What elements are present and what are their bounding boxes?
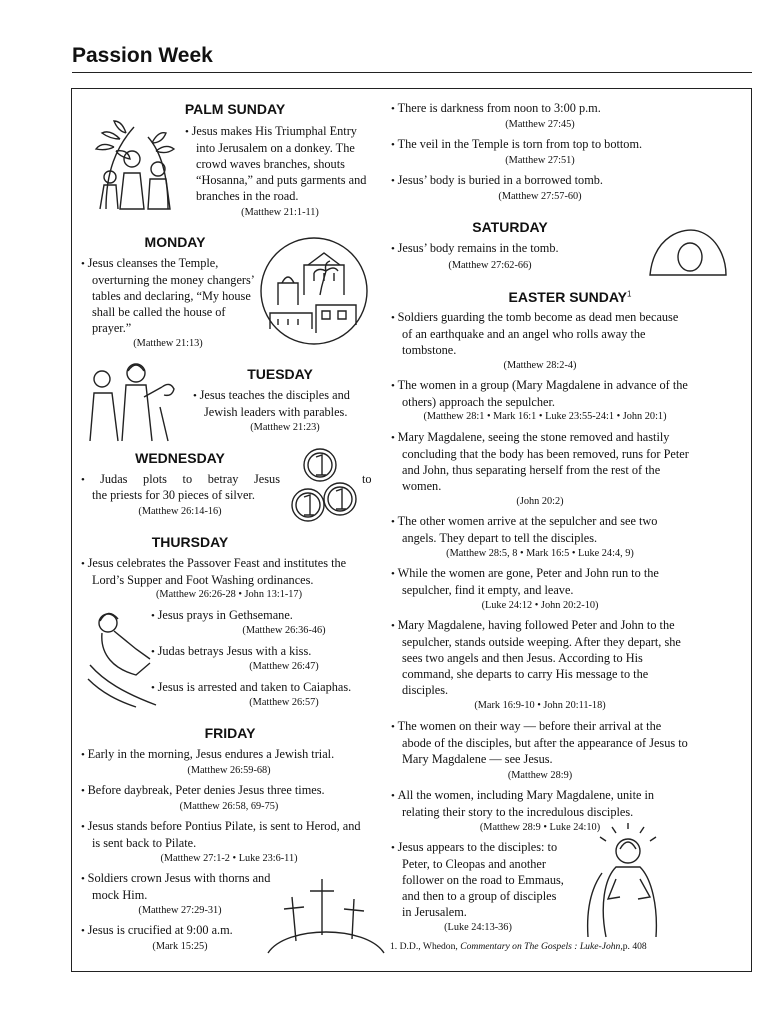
easter-item: • Mary Magdalene, having followed Peter and John to the sepulcher, stands outside weeping. After they depart, she sees two angels and then Jesus. According to His command, she departs to carry His message to the disciples. <box>390 617 690 698</box>
content-frame <box>71 88 752 972</box>
palm-sunday-crowd-illustration <box>86 117 186 213</box>
easter-ref: (John 20:2) <box>516 496 564 507</box>
friday-ref: (Matthew 27:1-2 • Luke 23:6-11) <box>160 853 298 864</box>
easter-ref: (Matthew 28:9) <box>507 770 573 781</box>
gethsemane-prayer-illustration <box>84 603 160 707</box>
monday-item: • Jesus cleanses the Temple, overturning the money changers’ tables and declaring, “My house shall be called the house of prayer.” <box>80 255 256 336</box>
easter-sunday-heading <box>450 289 690 305</box>
easter-sunday-heading-text: EASTER SUNDAY <box>508 289 628 305</box>
footnote-mark: 1 <box>627 289 632 299</box>
monday-ref: (Matthew 21:13) <box>133 338 203 349</box>
footnote <box>390 941 740 953</box>
friday-ref: (Matthew 26:58, 69-75) <box>179 801 279 812</box>
easter-ref: (Luke 24:13-36) <box>444 922 512 933</box>
footnote-page: ,p. 408 <box>620 941 647 952</box>
easter-item: • Soldiers guarding the tomb become as dead men because of an earthquake and an angel who rolls away the tombstone. <box>390 309 690 358</box>
footnote-number: 1. <box>390 941 398 952</box>
easter-ref: (Luke 24:12 • John 20:2-10) <box>481 600 599 611</box>
tuesday-heading: TUESDAY <box>247 366 313 382</box>
thursday-ref: (Matthew 26:47) <box>249 661 319 672</box>
easter-item: • All the women, including Mary Magdalene, unite in relating their story to the incredulous disciples. <box>390 787 690 820</box>
friday-item: • The veil in the Temple is torn from top to bottom. <box>390 136 740 153</box>
thursday-item: • Judas betrays Jesus with a kiss. <box>150 643 378 660</box>
thursday-heading: THURSDAY <box>151 534 229 550</box>
friday-item: • Jesus is crucified at 9:00 a.m. <box>80 922 280 939</box>
easter-item: • Jesus appears to the disciples: to Peter, to Cleopas and another follower on the road to Emmaus, and then to a group of disciples in Jerusalem. <box>390 839 566 920</box>
tuesday-item: • Jesus teaches the disciples and Jewish leaders with parables. <box>192 387 378 420</box>
easter-item: • The women on their way — before their arrival at the abode of the disciples, but after the appearance of Jesus to Mary Magdalene — see Jesus. <box>390 718 690 767</box>
friday-heading: FRIDAY <box>204 725 256 741</box>
title-divider <box>72 72 752 73</box>
friday-ref: (Matthew 27:57-60) <box>498 191 582 202</box>
friday-item: • There is darkness from noon to 3:00 p.m. <box>390 100 740 117</box>
easter-item: • While the women are gone, Peter and John run to the sepulcher, find it empty, and leave. <box>390 565 690 598</box>
easter-item: • The women in a group (Mary Magdalene in advance of the others) approach the sepulcher. <box>390 377 690 410</box>
friday-ref: (Matthew 26:59-68) <box>187 765 271 776</box>
thursday-ref: (Matthew 26:36-46) <box>242 625 326 636</box>
palm-sunday-item: • Jesus makes His Triumphal Entry into Jerusalem on a donkey. The crowd waves branches, shouts “Hosanna,” and puts garments and branches in the road. <box>184 123 376 204</box>
silver-coins-illustration <box>288 443 360 527</box>
friday-item: • Early in the morning, Jesus endures a Jewish trial. <box>80 746 378 763</box>
friday-ref: (Mark 15:25) <box>152 941 208 952</box>
tuesday-ref: (Matthew 21:23) <box>250 422 320 433</box>
wednesday-item-line2: the priests for 30 pieces of silver. <box>92 488 255 502</box>
saturday-item: • Jesus’ body remains in the tomb. <box>390 240 620 257</box>
easter-ref: (Matthew 28:5, 8 • Mark 16:5 • Luke 24:4, 9) <box>446 548 634 559</box>
palm-sunday-heading: PALM SUNDAY <box>184 101 286 117</box>
friday-item: • Before daybreak, Peter denies Jesus three times. <box>80 782 378 799</box>
easter-ref: (Matthew 28:9 • Luke 24:10) <box>479 822 601 833</box>
tomb-illustration <box>648 225 728 277</box>
temple-city-illustration <box>258 235 370 347</box>
wednesday-item-line1: • Judas plots to betray Jesus <box>80 471 280 488</box>
footnote-author: D.D., Whedon, <box>399 941 458 952</box>
thursday-item: • Jesus is arrested and taken to Caiaphas. <box>150 679 386 696</box>
friday-item: • Jesus stands before Pontius Pilate, is sent to Herod, and is sent back to Pilate. <box>80 818 370 851</box>
thursday-ref: (Matthew 26:57) <box>249 697 319 708</box>
monday-heading: MONDAY <box>144 234 206 250</box>
page-title: Passion Week <box>72 44 213 67</box>
friday-item: • Jesus’ body is buried in a borrowed tomb. <box>390 172 740 189</box>
thursday-item: • Jesus prays in Gethsemane. <box>150 607 378 624</box>
risen-jesus-illustration <box>586 827 670 939</box>
three-crosses-illustration <box>266 875 386 955</box>
jesus-teaching-illustration <box>84 357 184 443</box>
wednesday-ref: (Matthew 26:14-16) <box>138 506 222 517</box>
easter-item: • Mary Magdalene, seeing the stone removed and hastily concluding that the body has been removed, runs for Peter and John, thus separating herself from the rest of the women. <box>390 429 690 494</box>
thursday-item: • Jesus celebrates the Passover Feast and institutes the Lord’s Supper and Foot Washing ordinances. <box>80 555 378 588</box>
saturday-ref: (Matthew 27:62-66) <box>448 260 532 271</box>
easter-ref: (Mark 16:9-10 • John 20:11-18) <box>474 700 606 711</box>
saturday-heading: SATURDAY <box>472 219 548 235</box>
friday-ref: (Matthew 27:29-31) <box>138 905 222 916</box>
easter-ref: (Matthew 28:2-4) <box>503 360 577 371</box>
wednesday-item-to: to <box>362 472 372 486</box>
friday-ref: (Matthew 27:45) <box>505 119 575 130</box>
footnote-work: Commentary on The Gospels : Luke-John <box>460 941 621 952</box>
friday-ref: (Matthew 27:51) <box>505 155 575 166</box>
thursday-ref: (Matthew 26:26-28 • John 13:1-17) <box>155 589 303 600</box>
palm-sunday-ref: (Matthew 21:1-11) <box>241 207 319 218</box>
easter-ref: (Matthew 28:1 • Mark 16:1 • Luke 23:55-24:1 • John 20:1) <box>423 411 667 422</box>
friday-item: • Soldiers crown Jesus with thorns and mock Him. <box>80 870 290 903</box>
wednesday-heading: WEDNESDAY <box>135 450 225 466</box>
easter-item: • The other women arrive at the sepulcher and see two angels. They depart to tell the disciples. <box>390 513 690 546</box>
